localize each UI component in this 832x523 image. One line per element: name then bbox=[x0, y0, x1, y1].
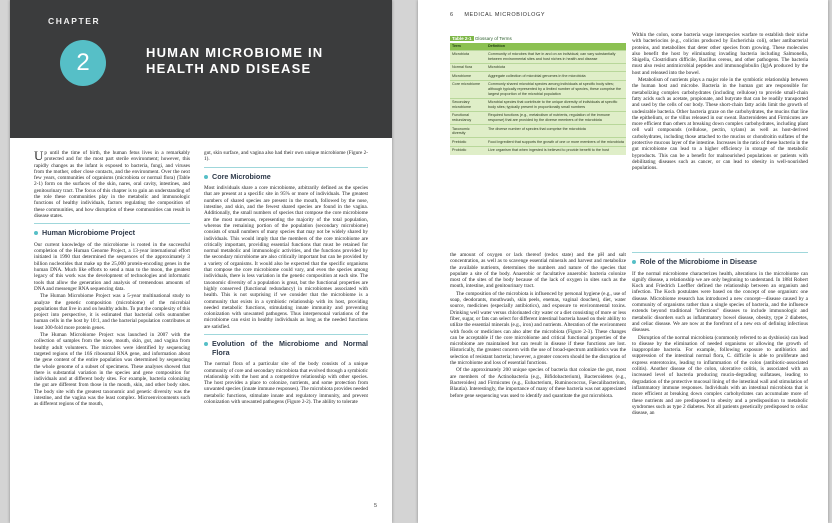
section-bullet-icon bbox=[34, 231, 38, 235]
intro-text: p until the time of birth, the human fetus lives in a remarkably protected and for the most part sterile environment; however, this rapidly changes as the infant is exposed to bacteria, fungi, and viruses from the mother, other close contacts, and the environment. Over the next few years, communities of organisms (microbiota or normal flora) (Table 2-1) form on the surfaces of the skin, nares, oral cavity, intestines, and genitourinary tract. The focus of this chapter is to gain an understanding of the role these communities play in the metabolic and immunologic functions of healthy individuals, factors regulating the composition of these communities, and how disruption of these communities can result in disease states. bbox=[34, 150, 190, 219]
section-bullet-icon bbox=[632, 260, 636, 264]
glossary-table bbox=[450, 43, 626, 155]
table-row bbox=[450, 98, 626, 111]
table-row bbox=[450, 72, 626, 81]
paragraph: The Human Microbiome Project was a 5-year multinational study to analyze the genetic composition (microbiome) of the microbial populations that live in and on healthy adults. To put the complexity of this project into perspective, it is estimated that bacterial cells outnumber human cells in the host by 10:1, and the bacterial population contributes at least 300-fold more protein genes. bbox=[34, 293, 190, 331]
definition-cell: Aggregate collection of microbial genomes in the microbiota bbox=[486, 72, 626, 81]
section-divider bbox=[632, 252, 808, 253]
section-divider bbox=[204, 334, 368, 335]
term-cell: Secondary microbiome bbox=[450, 98, 486, 111]
paragraph: the amount of oxygen or lack thereof (redox state) and the pH and salt concentration, as well as to scavenge essential minerals and harvest and metabolize the available nutrients, determines the numbers and nature of the species that populate a site of the body. Anaerobic or facultative anaerobic bacteria colonize most of the sites of the body because of the lack of oxygen in sites such as the mouth, intestine, and genitourinary tract. bbox=[450, 252, 626, 290]
section-bullet-icon bbox=[204, 175, 208, 179]
right-column-2-bottom bbox=[632, 248, 808, 417]
running-head bbox=[450, 12, 545, 18]
chapter-number-badge: 2 bbox=[60, 40, 106, 86]
glossary-table-block bbox=[450, 36, 626, 155]
table-row bbox=[450, 125, 626, 138]
right-page bbox=[418, 0, 828, 523]
table-caption bbox=[450, 36, 626, 41]
chapter-header-band bbox=[10, 0, 392, 138]
right-column-1-bottom bbox=[450, 252, 626, 400]
table-caption-text: Glossary of Terms bbox=[474, 36, 512, 41]
section-divider bbox=[34, 223, 190, 224]
right-column-2-top bbox=[632, 32, 808, 173]
definition-cell: Commonly shared microbial species among individuals at specific body sites; although typically represented by a limited number of species, these comprise the largest proportion of the microbial population bbox=[486, 80, 626, 98]
section-heading-role-in-disease: Role of the Microbiome in Disease bbox=[632, 258, 808, 267]
left-column-1 bbox=[34, 150, 190, 409]
table-row bbox=[450, 50, 626, 63]
table-header-cell: Term bbox=[450, 43, 486, 50]
definition-cell: The diverse number of species that comprise the microbiota bbox=[486, 125, 626, 138]
paragraph: Within the colon, some bacteria wage interspecies warfare to establish their niche with bacteriocins (e.g., colicins produced by Escherichia coli), other antibacterial proteins, and metabolites that deter other species from growing. These molecules also benefit the host by eliminating invading bacteria including Salmonella, Shigella, Clostridium difficile, Bacillus cereus, and other pathogens. The bacteria must also resist antimicrobial peptides and immunoglobulin (Ig)A produced by the host and released into the bowel. bbox=[632, 32, 808, 76]
table-row bbox=[450, 111, 626, 124]
paragraph: Disruption of the normal microbiota (commonly referred to as dysbiosis) can lead to disease by the elimination of needed organisms or allowing the growth of inappropriate bacteria. For example, following exposure to antibiotics and suppression of the intestinal normal flora, C. difficile is able to proliferate and express enterotoxins, leading to inflammation of the colon (antibiotic-associated colitis). Another disease of the colon, ulcerative colitis, is associated with an increased level of bacteria producing mucin-degrading sulfatases, leading to degradation of the protective mucosal lining of the intestinal wall and stimulation of inflammatory immune responses. Individuals with an intestinal microbiota that is more efficient at breaking down complex carbohydrates can accumulate more of these nutrients and are predisposed to obesity and a predisposition to metabolic syndromes such as type 2 diabetes. Not all patients genetically predisposed to celiac disease, an bbox=[632, 334, 808, 417]
paragraph: Our current knowledge of the microbiome is rooted in the successful completion of the Human Genome Project, a 13-year international effort initiated in 1990 that determined the sequences of the approximately 3 billion nucleotides that make up the 25,000 protein-encoding genes in the human DNA. Much like efforts to send a man to the moon, the greatest legacy of this work was the development of technologies and informatic tools that allow the generation and analysis of tremendous amounts of DNA and messenger RNA sequencing data. bbox=[34, 241, 190, 292]
term-cell: Core microbiome bbox=[450, 80, 486, 98]
page-number: 6 bbox=[450, 12, 454, 18]
definition-cell: Microbial species that contribute to the unique diversity of individuals at specific body sites; typically present in proportionally small numbers bbox=[486, 98, 626, 111]
definition-cell: Microbiota bbox=[486, 63, 626, 72]
chapter-label: CHAPTER bbox=[48, 16, 101, 26]
paragraph: Metabolism of nutrients plays a major role in the symbiotic relationship between the human host and microbe. Bacteria in the human gut are responsible for metabolizing complex carbohydrates (including cellulose) to provide small-chain fatty acids such as acetate, propionate, and butyrate that can be readily transported and used by the cells of our body. These short-chain fatty acids limit the growth of undesirable bacteria. Other bacteria graze on the carbohydrates, the mucins that line the epithelium, or the villus released in our sweat. Bacteroidetes and Firmicutes are more efficient than others at breaking down complex carbohydrates, including plant cell wall compounds (cellulose, pectin, xylans) as well as host-derived carbohydrates, including those attached to the mucins or chondroitin sulfates of the protective mucous layer of the intestine. Increases in the ratio of these bacteria in the gut microbiome can lead to a higher efficiency in storage of the metabolic byproducts. This can be a benefit for malnourished populations or patients with debilitating diseases such as cancer, or can lead to obesity in well-nourished populations. bbox=[632, 77, 808, 172]
term-cell: Microbiome bbox=[450, 72, 486, 81]
paragraph: gut, skin surface, and vagina also had their own unique microbiome (Figure 2-1). bbox=[204, 150, 368, 163]
table-row bbox=[450, 80, 626, 98]
section-heading-evolution: Evolution of the Microbiome and Normal Flora bbox=[204, 340, 368, 357]
paragraph: The Human Microbiome Project was launched in 2007 with the collection of samples from the nose, mouth, skin, gut, and vagina from healthy adult volunteers. The microbes were identified by sequencing targeted regions of the 16S ribosomal RNA gene, and information about the gene content of the entire population was determined by sequencing the whole genome of a subset of specimens. These analyses showed that there is substantial variation in the species and gene composition for individuals and at different body sites. For example, bacteria colonizing the gut are different from those in the mouth, skin, and other body sites. The body site with the greatest taxonomic and genetic diversity was the intestine, and the vagina was the least complex. Microenvironments such as different regions of the mouth, bbox=[34, 332, 190, 408]
term-cell: Prebiotic bbox=[450, 138, 486, 147]
paragraph: If the normal microbiome characterizes health, alterations in the microbiome can signify disease, a relationship we are only beginning to understand. In 1884 Robert Koch and Friedrich Loeffler defined the relationship between an organism and infection. The Koch postulates were based on the concept of one organism: one disease. Microbiome research has introduced a new concept—disease caused by a community of organisms rather than a single species of bacteria, and the influence extends beyond traditional "infectious" diseases to include immunologic and metabolic disorders such as inflammatory bowel disease, obesity, type 2 diabetes, and celiac disease. We are now at the forefront of a new era of defining infectious diseases. bbox=[632, 270, 808, 334]
left-page bbox=[10, 0, 392, 523]
table-row bbox=[450, 146, 626, 154]
term-cell: Normal flora bbox=[450, 63, 486, 72]
section-heading-core-microbiome: Core Microbiome bbox=[204, 173, 368, 182]
chapter-title: HUMAN MICROBIOME IN HEALTH AND DISEASE bbox=[146, 45, 324, 76]
dropcap-letter: U bbox=[34, 148, 44, 163]
section-divider bbox=[204, 167, 368, 168]
term-cell: Probiotic bbox=[450, 146, 486, 154]
table-row bbox=[450, 138, 626, 147]
running-head-title: MEDICAL MICROBIOLOGY bbox=[464, 12, 546, 18]
table-tag: Table 2-1 bbox=[452, 36, 472, 41]
paragraph: The composition of the microbiota is influenced by personal hygiene (e.g., use of soap, deodorants, mouthwash, skin peels, enemas, vaginal douches), diet, water source, medicines (especially antibiotics), and exposure to environmental toxins. Drinking well water versus chlorinated city water or a diet consisting of more or less fiber, sugar, or fats can select for different intestinal bacteria based on their ability to utilize the essential minerals (e.g., iron) and nutrients. Alteration of the environment with foods or medicines can also alter the microbiota (Figure 2-3). These changes can be acceptable if the core microbiome and critical functional properties of the microbiome are maintained but can result in disease if these functions are lost. Historically, the greatest concern with the use of broad-spectrum antibiotics was the selection of resistant bacteria; however, a greater concern should be the disruption of the microbiome and loss of essential functions. bbox=[450, 290, 626, 367]
definition-cell: Food ingredient that supports the growth of one or more members of the microbiota bbox=[486, 138, 626, 147]
paragraph: Most individuals share a core microbiome, arbitrarily defined as the species that are present at a specific site in 95% or more of individuals. The greatest numbers of shared species are present in the mouth, followed by the nose, intestine, and skin, and the fewest shared species are found in the vagina. Additionally, the small numbers of species that compose the core microbiome are the most numerous, representing the majority of the total population, whereas the remaining portion of the population (secondary microbiome) consists of small numbers of many species that may not be widely shared by individuals. This would imply that the members of the core microbiome are critically important, providing essential functions that must be retained for normal metabolic and immunologic activities, and the functions provided by the secondary microbiome are also critically important but can be provided by a variety of organisms. It would also be expected that the specific organisms that compose the core microbiome could vary, and even the species among individuals, there is less variation in the genetic composition at each site. The taxonomic diversity of a population is great, but the functional properties are highly conserved (functional redundancy) in microbiomes associated with health. This is not surprising if we consider that the microbiome is a community that exists in a symbiotic relationship with its host, providing needed metabolic functions, stimulating innate immunity and preventing colonization with unwanted pathogens. Thus interpersonal variations of the microbiome can exist in healthy individuals as long as the needed functions are satisfied. bbox=[204, 185, 368, 330]
definition-cell: Required functions (e.g., metabolism of nutrients, regulation of the immune response) that are provided by the diverse members of the microbiota bbox=[486, 111, 626, 124]
term-cell: Taxonomic diversity bbox=[450, 125, 486, 138]
definition-cell: Live organism that when ingested is believed to provide benefit to the host bbox=[486, 146, 626, 154]
paragraph: The normal flora of a particular site of the body consists of a unique community of core and secondary microbiota that evolved through a symbiotic relationship with the host and a competitive relationship with other species. The host provides a place to colonize, nutrients, and some protection from unwanted species (innate immune responses). The microbiota provides needed metabolic functions, stimulate innate and regulatory immunity, and prevent colonization with unwanted pathogens (Figure 2-2). The ability to tolerate bbox=[204, 361, 368, 405]
table-row bbox=[450, 63, 626, 72]
paragraph: Of the approximately 200 unique species of bacteria that colonize the gut, most are members of the Actinobacteria (e.g., Bifidobacterium), Bacteroidetes (e.g., Bacteroides) and Firmicutes (e.g., Eubacterium, Ruminococcus, Faecalibacterium, Blautia). Interestingly, the importance of many of these bacteria was not appreciated before gene sequencing was used to identify and quantitate the gut microbiota. bbox=[450, 367, 626, 399]
table-header-cell: Definition bbox=[486, 43, 626, 50]
page-number: 5 bbox=[374, 503, 378, 509]
left-column-2 bbox=[204, 150, 368, 406]
section-heading-human-microbiome-project: Human Microbiome Project bbox=[34, 229, 190, 238]
table-header-row bbox=[450, 43, 626, 50]
term-cell: Functional redundancy bbox=[450, 111, 486, 124]
intro-paragraph bbox=[34, 150, 190, 219]
section-bullet-icon bbox=[204, 342, 208, 346]
term-cell: Microbiota bbox=[450, 50, 486, 63]
definition-cell: Community of microbes that live in and on an individual; can vary substantially between environmental sites and host niches in health and disease bbox=[486, 50, 626, 63]
